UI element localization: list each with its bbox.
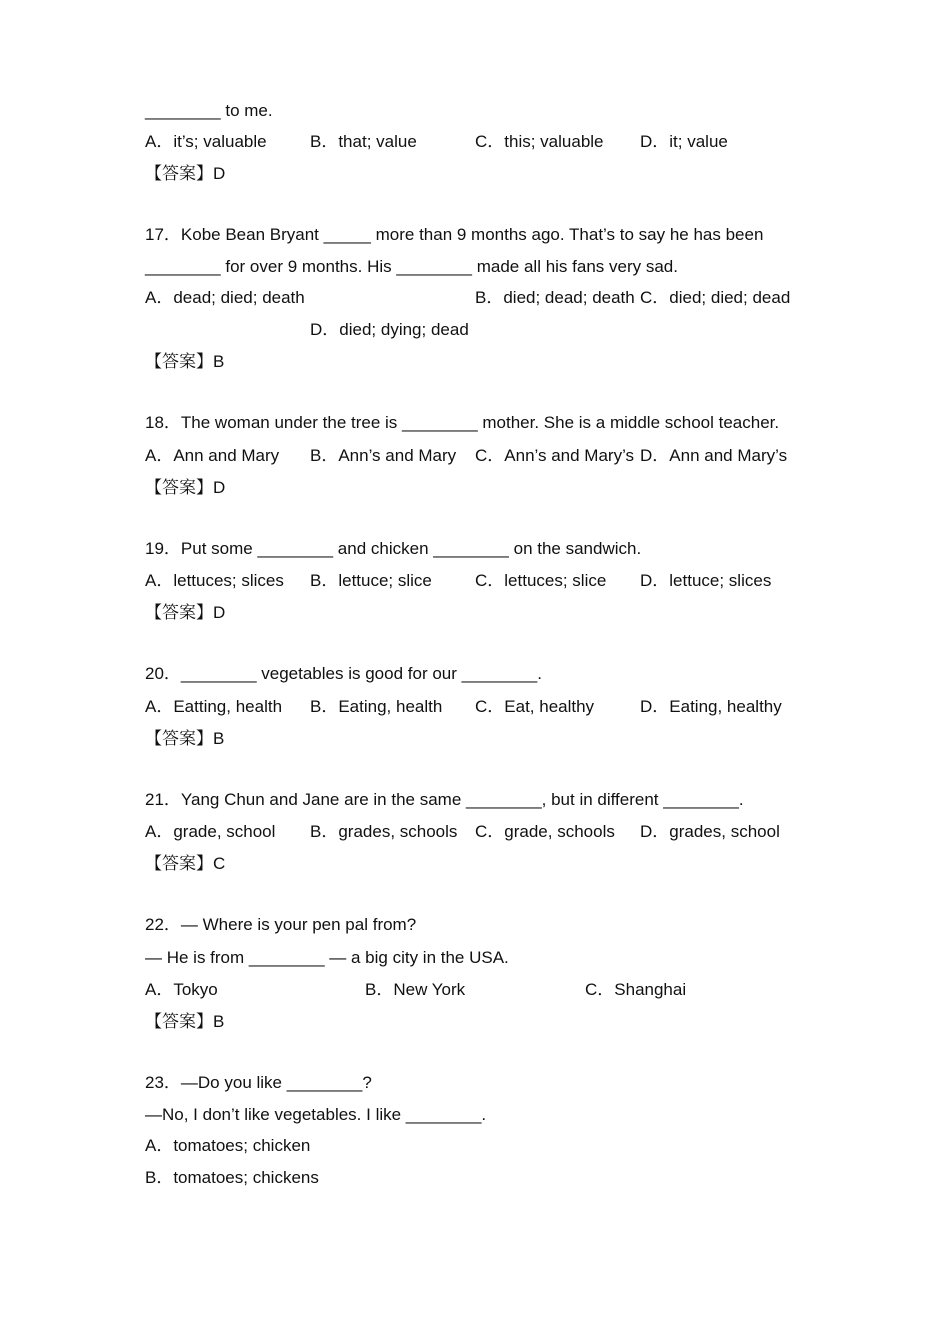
q21-answer: 【答案】C [145, 854, 226, 873]
q20-answer: 【答案】B [145, 729, 225, 748]
q16-option-d: D．it; value [640, 132, 728, 151]
q20-option-d: D．Eating, healthy [640, 697, 782, 716]
question-19-stem: 19．Put some ________ and chicken ________ on the sandwich. [145, 539, 642, 558]
q16-option-b: B．that; value [310, 132, 417, 151]
q21-option-c: C．grade, schools [475, 822, 615, 841]
q22-answer: 【答案】B [145, 1012, 225, 1031]
q18-option-d: D．Ann and Mary’s [640, 446, 788, 465]
q21-option-a: A．grade, school [145, 822, 276, 841]
q22-option-c: C．Shanghai [585, 980, 687, 999]
question-23-stem-line2: —No, I don’t like vegetables. I like ________. [145, 1105, 487, 1124]
q21-option-b: B．grades, schools [310, 822, 458, 841]
q17-option-c: C．died; died; dead [640, 288, 791, 307]
q19-answer: 【答案】D [145, 603, 226, 622]
q18-answer: 【答案】D [145, 478, 226, 497]
q18-option-c: C．Ann’s and Mary’s [475, 446, 635, 465]
q20-option-a: A．Eatting, health [145, 697, 283, 716]
q16-answer: 【答案】D [145, 164, 226, 183]
question-16-stem-tail: ________ to me. [145, 101, 273, 120]
q22-option-a: A．Tokyo [145, 980, 218, 999]
q16-option-a: A．it’s; valuable [145, 132, 267, 151]
q17-answer: 【答案】B [145, 352, 225, 371]
q20-option-b: B．Eating, health [310, 697, 443, 716]
q20-option-c: C．Eat, healthy [475, 697, 595, 716]
question-22-stem-line1: 22．— Where is your pen pal from? [145, 915, 417, 934]
question-20-stem: 20．________ vegetables is good for our ________. [145, 664, 542, 683]
q23-option-a: A．tomatoes; chicken [145, 1136, 311, 1155]
question-21-stem: 21．Yang Chun and Jane are in the same ________, but in different ________. [145, 790, 744, 809]
q19-option-b: B．lettuce; slice [310, 571, 432, 590]
q17-option-d: D．died; dying; dead [310, 320, 469, 339]
question-17-stem-line2: ________ for over 9 months. His ________ made all his fans very sad. [145, 257, 678, 276]
q19-option-d: D．lettuce; slices [640, 571, 772, 590]
question-22-stem-line2: — He is from ________ — a big city in the USA. [145, 948, 509, 967]
q16-option-c: C．this; valuable [475, 132, 604, 151]
q18-option-b: B．Ann’s and Mary [310, 446, 457, 465]
q17-option-b: B．died; dead; death [475, 288, 635, 307]
question-18-stem: 18．The woman under the tree is ________ mother. She is a middle school teacher. [145, 413, 780, 432]
q19-option-a: A．lettuces; slices [145, 571, 284, 590]
question-23-stem-line1: 23．—Do you like ________? [145, 1073, 372, 1092]
q22-option-b: B．New York [365, 980, 466, 999]
q18-option-a: A．Ann and Mary [145, 446, 280, 465]
q23-option-b: B．tomatoes; chickens [145, 1168, 319, 1187]
q21-option-d: D．grades, school [640, 822, 780, 841]
question-17-stem-line1: 17．Kobe Bean Bryant _____ more than 9 months ago. That’s to say he has been [145, 225, 764, 244]
q17-option-a: A．dead; died; death [145, 288, 305, 307]
q19-option-c: C．lettuces; slice [475, 571, 607, 590]
